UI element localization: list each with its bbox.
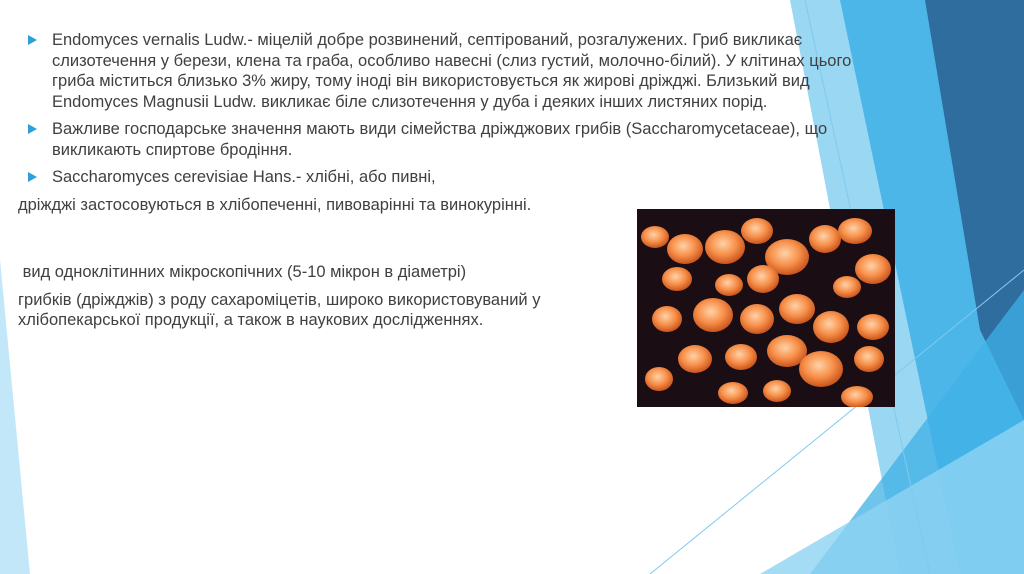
bullet-arrow-icon [28,172,37,182]
bullet-item [18,119,898,160]
paragraph: хлібопекарської продукції, а також в наукових дослідженнях. [18,311,484,329]
yeast-image [637,209,895,407]
bullet-arrow-icon [28,35,37,45]
paragraph: вид одноклітинних мікроскопічних (5-10 мікрон в діаметрі) [18,263,467,281]
yeast-cells-micrograph-icon [637,209,895,407]
bullet-arrow-icon [28,124,37,134]
bullet-text: Важливе господарське значення мають види сімейства дріжджових грибів (Saccharomycetaceae), що викликають спиртове бродіння. [52,120,828,159]
bullet-text: Endomyces vernalis Ludw.- міцелій добре розвинений, септірований, розгалужених. Гриб викликає слизотечення у берези, клена та граба, особливо навесні (слиз густий, молочно-білий). У клітинах цього гриба міститься близько 3% жиру, тому іноді він використовується як жирові дріжджі. Близький вид Endomyces Magnusii Ludw. викликає біле слизотечення у дуба і деяких інших листяних порід. [52,31,852,111]
paragraph: дріжджі застосовуються в хлібопеченні, пивоварінні та винокурінні. [18,195,532,214]
bullet-item [18,167,898,188]
bullet-item [18,30,898,112]
paragraph: грибків (дріжджів) з роду сахароміцетів, широко використовуваний у [18,290,541,309]
bullet-text: Saccharomyces cerevisiae Hans.- хлібні, або пивні, [52,168,436,186]
